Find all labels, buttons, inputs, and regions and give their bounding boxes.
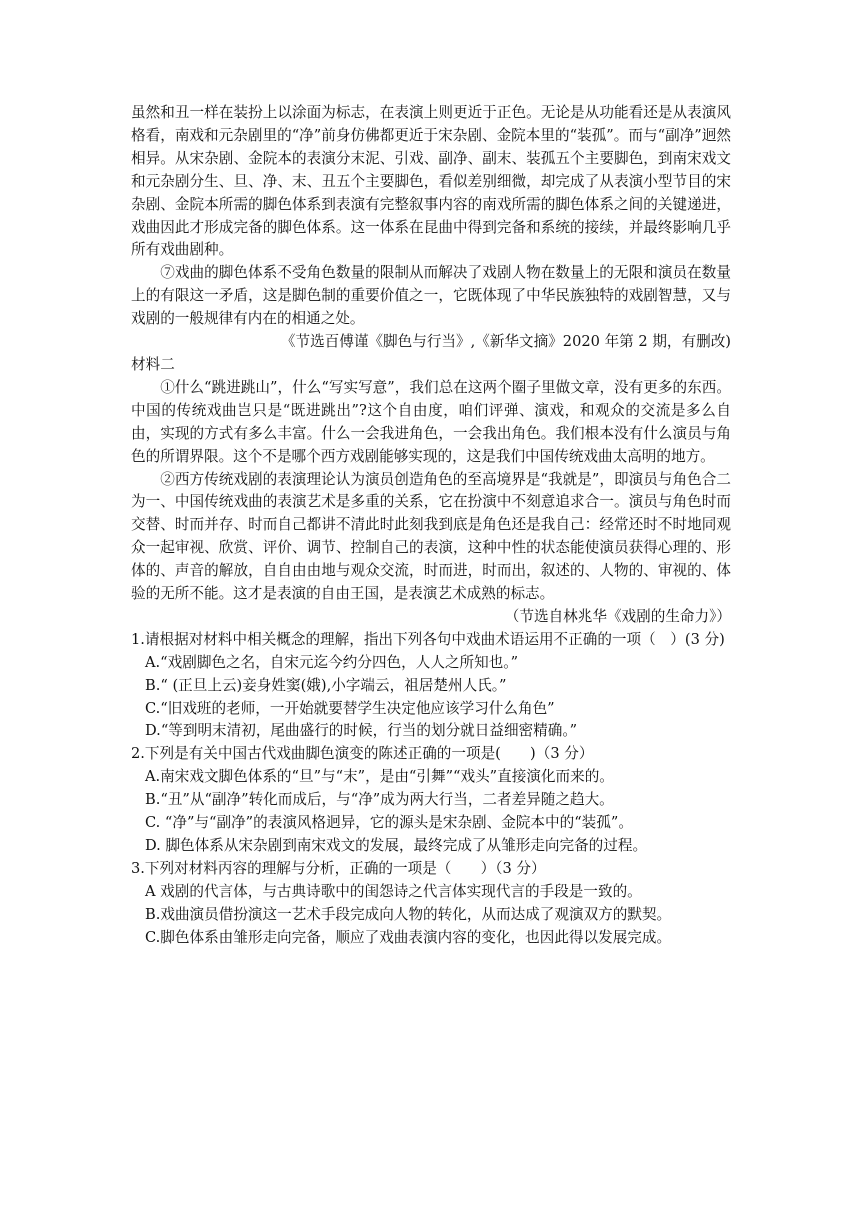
text-column — [131, 102, 731, 950]
material2-source: （节选自林兆华《戏剧的生命力》） — [504, 607, 731, 625]
question-option: B.戏曲演员借扮演这一艺术手段完成向人物的转化，从而达成了观演双方的默契。 — [145, 905, 672, 923]
question-option: B.“ (正旦上云)妾身姓窦(娥),小字端云，祖居楚州人氏。” — [145, 676, 507, 694]
question-option: D. 脚色体系从宋杂剧到南宋戏文的发展，最终完成了从雏形走向完备的过程。 — [145, 837, 648, 854]
material1-paragraph-7: ⑦戏曲的脚色体系不受角色数量的限制从而解决了戏剧人物在数量上的无限和演员在数量上的有限这一矛盾，这是脚色制的重要价值之一，它既体现了中华民族独特的戏剧智慧，又与戏剧的一般规律有内在的相通之处。 — [131, 264, 731, 328]
question-3 — [131, 858, 731, 950]
question-option: A.“戏剧脚色之名，自宋元迄今约分四色，人人之所知也。” — [145, 653, 519, 671]
question-option: C.脚色体系由雏形走向完备，顺应了戏曲表演内容的变化，也因此得以发展完成。 — [145, 928, 672, 946]
question-option: A 戏剧的代言体，与古典诗歌中的闺怨诗之代言体实现代言的手段是一致的。 — [145, 882, 642, 900]
material2-heading: 材料二 — [131, 355, 175, 373]
question-option: D.“等到明末清初，尾曲盛行的时候，行当的划分就日益细密精确。” — [145, 722, 578, 740]
question-option: B.“丑”从“副净”转化而成后，与“净”成为两大行当，二者差异随之趋大。 — [145, 791, 614, 809]
question-stem: 1.请根据对材料中相关概念的理解，指出下列各句中戏曲术语运用不正确的一项（ ）(3 分) — [131, 630, 725, 648]
question-stem: 3.下列对材料丙容的理解与分析，正确的一项是（ ）（3 分） — [131, 859, 546, 877]
question-option: A.南宋戏文脚色体系的“旦”与“末”，是由“引舞”“戏头”直接演化而来的。 — [145, 768, 614, 786]
material2-paragraph-2: ②西方传统戏剧的表演理论认为演员创造角色的至高境界是“我就是”，即演员与角色合二为一、中国传统戏曲的表演艺术是多重的关系，它在扮演中不刻意追求合一。演员与角色时而交替、时而并存、时而自己都讲不清此时此刻我到底是角色还是我自己：经常还时不时地同观众一起审视、欣赏、评价、调节、控制自己的表演，这种中性的状态能使演员获得心理的、形体的、声音的解放，自自由由地与观众交流，时而进，时而出，叙述的、人物的、审视的、体验的无所不能。这才是表演的自由王国，是表演艺术成熟的标志。 — [131, 470, 731, 603]
material1-source: 《节选百傅谨《脚色与行当》,《新华文摘》2020 年第 2 期，有删改) — [280, 333, 731, 351]
question-option: C.“旧戏班的老师，一开始就要替学生决定他应该学习什么角色” — [145, 699, 555, 717]
material2-paragraph-1: ①什么“跳进跳山”，什么“写实写意”，我们总在这两个圈子里做文章，没有更多的东西。中国的传统戏曲岂只是“既进跳出”?这个自由度，咱们评弹、演戏，和观众的交流是多么自由，实现的方式有多么丰富。什么一会我进角色，一会我出角色。我们根本没有什么演员与角色的所谓界限。这个不是哪个西方戏剧能够实现的，这是我们中国传统戏曲太高明的地方。 — [131, 378, 731, 465]
question-stem: 2.下列是有关中国古代戏曲脚色演变的陈述正确的一项是( )（3 分） — [131, 745, 594, 763]
question-1 — [131, 629, 731, 744]
question-option: C. “净”与“副净”的表演风格迥异，它的源头是宋杂剧、金院本中的“装孤”。 — [145, 814, 633, 832]
question-2 — [131, 743, 731, 858]
material1-paragraph-continued: 虽然和丑一样在装扮上以涂面为标志，在表演上则更近于正色。无论是从功能看还是从表演风格看，南戏和元杂剧里的“净”前身仿佛都更近于宋杂剧、金院本里的“装孤”。而与“副净”迥然相异。从宋杂剧、金院本的表演分末泥、引戏、副净、副末、装孤五个主要脚色，到南宋戏文和元杂剧分生、旦、净、末、丑五个主要脚色，看似差别细微，却完成了从表演小型节目的宋杂剧、金院本所需的脚色体系到表演有完整叙事内容的南戏所需的脚色体系之间的关键递进，戏曲因此才形成完备的脚色体系。这一体系在昆曲中得到完备和系统的接续，并最终影响几乎所有戏曲剧种。 — [131, 104, 731, 259]
